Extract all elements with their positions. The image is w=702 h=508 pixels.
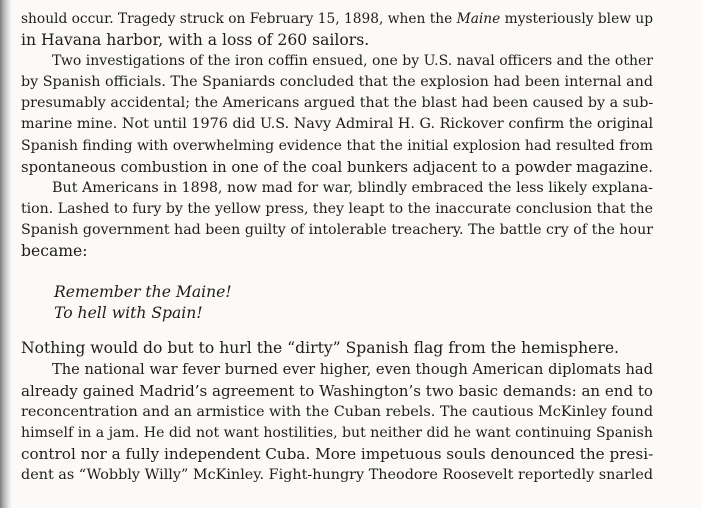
- text-line: The national war fever burned ever higher, even though American diplomats had: [52, 361, 653, 379]
- text-line: became:: [21, 242, 88, 261]
- text-line: marine mine. Not until 1976 did U.S. Navy Admiral H. G. Rickover confirm the original: [21, 116, 654, 133]
- text-line: dent as “Wobbly Willy” McKinley. Fight-hungry Theodore Roosevelt reportedly snarled: [21, 466, 654, 483]
- text-line: reconcentration and an armistice with the Cuban rebels. The cautious McKinley found: [21, 403, 654, 420]
- text-line: tion. Lashed to fury by the yellow press, they leapt to the inaccurate conclusion that the: [21, 200, 653, 217]
- text-line: presumably accidental; the Americans argued that the blast had been caused by a sub-: [21, 95, 654, 112]
- text-line: spontaneous combustion in one of the coal bunkers adjacent to a powder magazine.: [21, 158, 653, 176]
- text-line: But Americans in 1898, now mad for war, blindly embraced the less likely explana-: [52, 179, 653, 196]
- book-spine-shadow: [0, 0, 12, 508]
- book-page-text: [21, 9, 653, 486]
- text-line: himself in a jam. He did not want hostilities, but neither did he want continuing Spanish: [21, 424, 653, 441]
- text-line: should occur. Tragedy struck on February 15, 1898, when the Maine mysteriously blew up: [21, 11, 654, 27]
- text-line: Spanish finding with overwhelming evidence that the initial explosion had resulted from: [21, 137, 653, 154]
- text-line: in Havana harbor, with a loss of 260 sailors.: [21, 31, 370, 50]
- text-line: control nor a fully independent Cuba. More impetuous souls denounced the presi-: [21, 444, 654, 463]
- battle-cry-line: Remember the Maine!: [54, 283, 232, 302]
- text-line: already gained Madrid’s agreement to Washington’s two basic demands: an end to: [21, 381, 653, 400]
- ship-name-italic: Maine: [456, 11, 501, 27]
- text-line: Two investigations of the iron coffin ensued, one by U.S. naval officers and the other: [52, 53, 653, 70]
- text-line: by Spanish officials. The Spaniards concluded that the explosion had been internal and: [21, 74, 653, 91]
- battle-cry-line: To hell with Spain!: [54, 304, 203, 323]
- text-line: Nothing would do but to hurl the “dirty” Spanish flag from the hemisphere.: [21, 339, 620, 358]
- text-line: Spanish government had been guilty of intolerable treachery. The battle cry of the hour: [21, 221, 653, 238]
